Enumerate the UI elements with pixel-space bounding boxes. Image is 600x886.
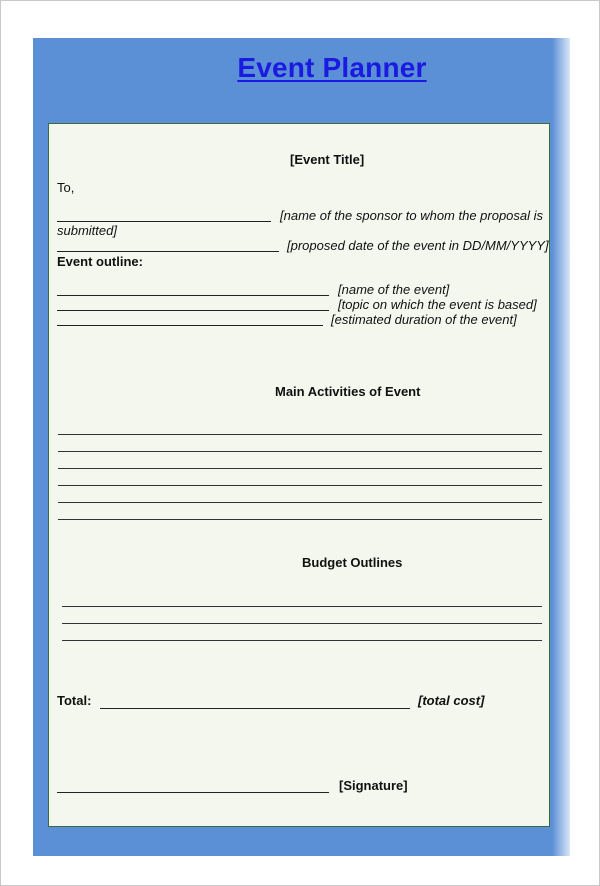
activity-line: [58, 451, 542, 452]
date-hint: [proposed date of the event in DD/MM/YYYY]: [287, 238, 549, 253]
sponsor-hint-continued: submitted]: [57, 223, 117, 238]
total-blank-line: [100, 708, 410, 709]
page-title: Event Planner: [237, 52, 427, 83]
activity-line: [58, 502, 542, 503]
budget-line: [62, 640, 542, 641]
budget-heading: Budget Outlines: [302, 555, 403, 570]
activity-line: [58, 468, 542, 469]
outline-duration-line: [57, 325, 323, 326]
signature-line: [57, 792, 329, 793]
sponsor-hint: [name of the sponsor to whom the proposal is: [280, 208, 544, 223]
total-cost-hint: [total cost]: [418, 693, 485, 708]
activities-heading: Main Activities of Event: [275, 384, 421, 399]
outline-duration-hint: [estimated duration of the event]: [331, 312, 517, 327]
event-outline-label: Event outline:: [57, 254, 143, 269]
date-blank-line: [57, 251, 279, 252]
budget-line: [62, 606, 542, 607]
outline-topic-hint: [topic on which the event is based]: [338, 297, 537, 312]
activity-line: [58, 519, 542, 520]
outline-name-hint: [name of the event]: [338, 282, 450, 297]
panel-edge-fade: [552, 38, 574, 856]
event-title-placeholder: [Event Title]: [290, 152, 365, 167]
outline-topic-line: [57, 310, 329, 311]
outline-name-line: [57, 295, 329, 296]
sponsor-blank-line: [57, 221, 271, 222]
activity-line: [58, 485, 542, 486]
total-label: Total:: [57, 693, 92, 708]
activity-line: [58, 434, 542, 435]
signature-hint: [Signature]: [339, 778, 408, 793]
form-sheet: [48, 123, 550, 827]
budget-line: [62, 623, 542, 624]
to-label: To,: [57, 180, 75, 195]
